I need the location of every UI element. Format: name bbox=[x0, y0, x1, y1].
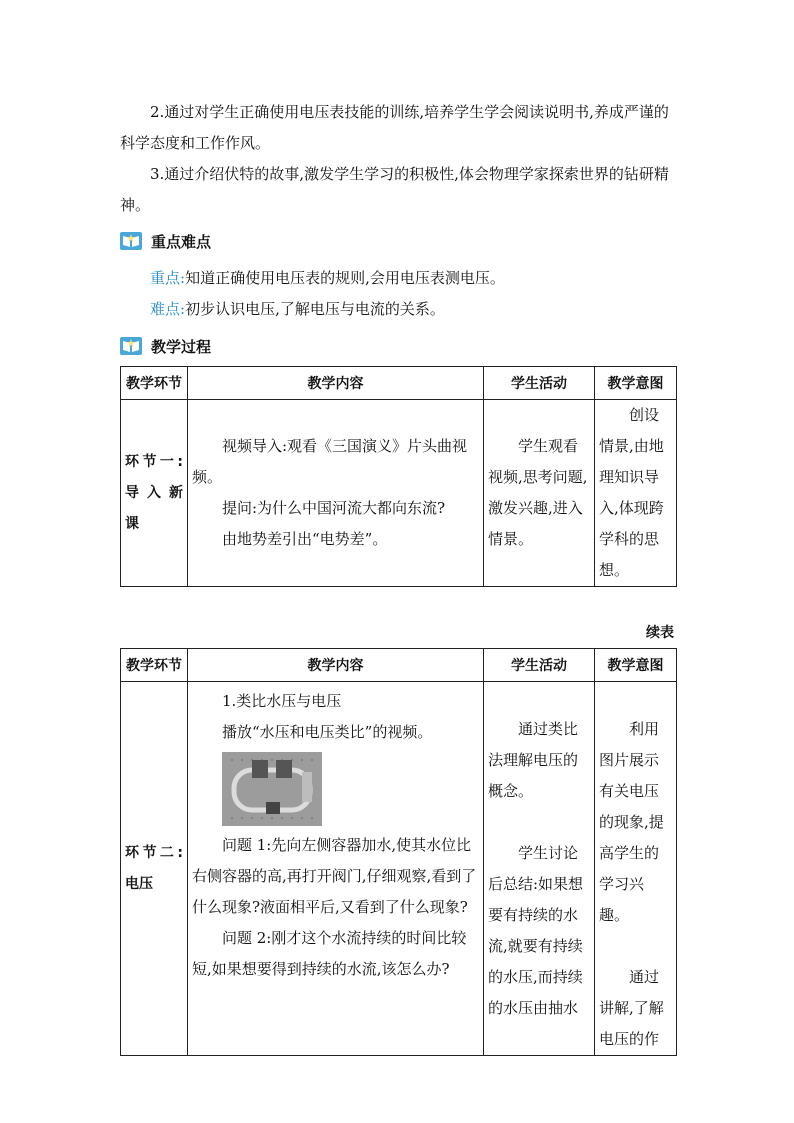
section-heading-process bbox=[120, 334, 211, 358]
content-line: 提问:为什么中国河流大都向东流? bbox=[222, 499, 446, 517]
content-line: 视频导入:观看《三国演义》片头曲视频。 bbox=[192, 437, 468, 486]
difficulty-text: 初步认识电压,了解电压与电流的关系。 bbox=[185, 300, 445, 318]
header-intent: 教学意图 bbox=[595, 649, 677, 682]
intent-cell bbox=[595, 682, 677, 1056]
stage-cell: 环节一:导 入 新课 bbox=[121, 400, 188, 587]
intent-text: 创设情景,由地理知识导入,体现跨学科的思想。 bbox=[599, 406, 664, 579]
section-heading-key-points bbox=[120, 229, 211, 253]
water-pressure-apparatus-image bbox=[222, 752, 322, 826]
stage-cell: 环节二:电压 bbox=[121, 682, 188, 1056]
content-question-2: 问题 2:刚才这个水流持续的时间比较短,如果想要得到持续的水流,该怎么办? bbox=[192, 929, 467, 978]
activity-text: 学生讨论后总结:如果想要有持续的水流,就要有持续的水压,而持续的水压由抽水 bbox=[488, 844, 584, 1017]
activity-cell bbox=[484, 400, 595, 587]
activity-text: 通过类比法理解电压的概念。 bbox=[488, 720, 579, 800]
table-row bbox=[121, 400, 677, 587]
content-cell bbox=[188, 682, 484, 1056]
header-stage: 教学环节 bbox=[121, 649, 188, 682]
header-intent: 教学意图 bbox=[595, 367, 677, 400]
content-line: 由地势差引出“电势差”。 bbox=[222, 530, 388, 548]
intent-cell bbox=[595, 400, 677, 587]
difficulty-line bbox=[150, 298, 445, 320]
continued-label: 续表 bbox=[646, 625, 674, 641]
heading-text: 教学过程 bbox=[151, 337, 212, 356]
key-point-line bbox=[150, 267, 505, 289]
lesson-table-2 bbox=[120, 648, 677, 1056]
header-activity: 学生活动 bbox=[484, 649, 595, 682]
lesson-table-1 bbox=[120, 366, 677, 587]
table-header-row bbox=[121, 367, 677, 400]
header-content: 教学内容 bbox=[188, 649, 484, 682]
header-content: 教学内容 bbox=[188, 367, 484, 400]
content-question-1: 问题 1:先向左侧容器加水,使其水位比右侧容器的高,再打开阀门,仔细观察,看到了什么现象?液面相平后,又看到了什么现象? bbox=[192, 836, 477, 916]
content-cell bbox=[188, 400, 484, 587]
activity-text: 学生观看视频,思考问题,激发兴趣,进入情景。 bbox=[488, 437, 588, 548]
table-header-row bbox=[121, 649, 677, 682]
book-icon bbox=[120, 337, 142, 355]
objective-item-3: 3.通过介绍伏特的故事,激发学生学习的积极性,体会物理学家探索世界的钻研精神。 bbox=[120, 165, 669, 214]
key-label: 重点: bbox=[150, 269, 186, 287]
content-title: 1.类比水压与电压 bbox=[222, 692, 342, 710]
content-play: 播放“水压和电压类比”的视频。 bbox=[222, 723, 433, 741]
header-activity: 学生活动 bbox=[484, 367, 595, 400]
intent-text: 通过讲解,了解电压的作 bbox=[599, 968, 664, 1048]
activity-cell bbox=[484, 682, 595, 1056]
header-stage: 教学环节 bbox=[121, 367, 188, 400]
table-row bbox=[121, 682, 677, 1056]
objective-item-2: 2.通过对学生正确使用电压表技能的训练,培养学生学会阅读说明书,养成严谨的科学态度和工作作风。 bbox=[120, 103, 669, 152]
heading-text: 重点难点 bbox=[151, 232, 212, 251]
book-icon bbox=[120, 232, 142, 250]
key-text: 知道正确使用电压表的规则,会用电压表测电压。 bbox=[185, 269, 505, 287]
intent-text: 利用图片展示有关电压的现象,提高学生的学习兴趣。 bbox=[599, 720, 664, 924]
difficulty-label: 难点: bbox=[150, 300, 186, 318]
